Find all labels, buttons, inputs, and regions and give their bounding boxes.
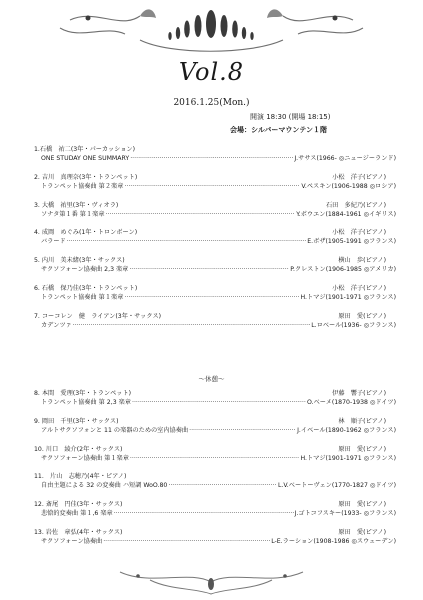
dot-leader [189, 427, 296, 435]
piece-title: ONE STUDAY ONE SUMMARY [41, 155, 130, 162]
intermission-label: 〜休憩〜 [198, 375, 225, 383]
volume-title: Vol.8 [178, 58, 245, 86]
composer: L.V.ベートーヴェン(1770-1827 ◎ドイツ) [277, 482, 396, 490]
composer: L.ロベール(1936- ◎フランス) [311, 321, 396, 329]
piece-title: サクソフォーン協奏曲 第１楽章 [41, 454, 129, 462]
accompanist: 石田 多紀乃(ピアノ) [325, 201, 386, 209]
bottom-ornament-icon [0, 566, 423, 600]
accompanist: 伊藤 響子(ピアノ) [332, 390, 386, 397]
performer: 4. 成岡 めぐみ(1年・トロンボーン) [34, 229, 138, 237]
accompanist: 小松 洋子(ピアノ) [332, 229, 386, 237]
piece-title: 悲愴的変奏曲 第１,6 楽章 [41, 510, 113, 518]
piece-title: トランペット協奏曲 第２楽章 [41, 182, 124, 190]
accompanist: 原田 愛(ピアノ) [338, 501, 386, 509]
dot-leader [67, 238, 307, 246]
dot-leader [168, 482, 277, 490]
performer: 10. 川口 綾介(2年・サックス) [34, 445, 123, 453]
performer: 12. 斎尾 円佳(3年・サックス) [34, 501, 123, 509]
program-item [34, 285, 396, 313]
composer: P.クレストン(1906-1985 ◎アメリカ) [290, 266, 396, 274]
accompanist: 横山 歩(ピアノ) [338, 257, 386, 265]
composer: H.トマジ(1901-1971 ◎フランス) [300, 454, 396, 462]
program-part-1 [34, 146, 396, 341]
performer: 5. 内川 美未緒(3年・サックス) [34, 257, 125, 265]
program-item [34, 146, 396, 174]
dot-leader [129, 266, 289, 274]
program-item [34, 202, 396, 230]
dot-leader [130, 155, 293, 163]
accompanist: 原田 愛(ピアノ) [338, 445, 386, 453]
performer: 6. 石橋 保乃佳(3年・トランペット) [34, 284, 138, 292]
accompanist: 原田 愛(ピアノ) [338, 312, 386, 320]
piece-title: サクソフォーン協奏曲 2,3 楽章 [41, 266, 129, 274]
composer: H.トマジ(1901-1971 ◎フランス) [300, 293, 396, 301]
program-item [34, 446, 396, 474]
composer: J.ゴトコフスキー(1933- ◎フランス) [294, 510, 396, 518]
performer: 9. 岡田 千里(3年・サックス) [34, 417, 119, 425]
concert-date: 2016.1.25(Mon.) [173, 98, 250, 108]
dot-leader [132, 399, 306, 407]
performer: 2. 吉川 真理奈(3年・トランペット) [34, 173, 138, 181]
dot-leader [73, 322, 310, 330]
composer: J.ササス(1966- ◎ニュージーランド) [294, 155, 396, 162]
composer: E.ボザ(1905-1991 ◎フランス) [307, 238, 396, 246]
performer: 7. コーコレン 健 ライアン(3年・サックス) [34, 312, 162, 320]
accompanist: 小松 洋子(ピアノ) [332, 173, 386, 181]
start-time: 開演 18:30 (開場 18:15) [250, 113, 331, 121]
program-item [34, 473, 396, 501]
venue: 会場：シルバーマウンテン１階 [230, 126, 327, 134]
piece-title: アルトサクソフォンと 11 の楽器のための室内協奏曲 [41, 426, 189, 434]
composer: L-E.ラーション(1908-1986 ◎スウェーデン) [271, 537, 396, 545]
dot-leader [124, 183, 300, 191]
program-item [34, 529, 396, 557]
program-item [34, 313, 396, 341]
performer: 8. 本間 愛理(3年・トランペット) [34, 390, 132, 397]
dot-leader [103, 538, 270, 546]
piece-title: トランペット協奏曲 第１楽章 [41, 293, 124, 301]
piece-title: サクソフォーン協奏曲 [41, 537, 103, 545]
accompanist: 小松 洋子(ピアノ) [332, 284, 386, 292]
composer: Y.ボウエン(1884-1961 ◎イギリス) [296, 210, 396, 218]
performer: 1.石橋 祐二(3年・パーカッション) [34, 146, 135, 153]
composer: J.イベール(1890-1962 ◎フランス) [297, 426, 396, 434]
composer: O.ベーメ(1870-1938 ◎ドイツ) [306, 399, 396, 406]
dot-leader [106, 211, 296, 219]
program-item [34, 229, 396, 257]
piece-title: バラード [41, 238, 66, 246]
piece-title: カデンツァ [41, 321, 72, 329]
program-item [34, 418, 396, 446]
program-item [34, 174, 396, 202]
performer: 11. 片山 志穂乃(4年・ピアノ) [34, 473, 127, 481]
dot-leader [124, 294, 299, 302]
top-ornament-icon [0, 0, 423, 62]
piece-title: トランペット協奏曲 第 2,3 楽章 [41, 399, 131, 406]
piece-title: ソナタ第１番 第１楽章 [41, 210, 105, 218]
dot-leader [114, 510, 294, 518]
program-item [34, 257, 396, 285]
piece-title: 自由主題による 32 の変奏曲 ハ短調 WoO.80 [41, 482, 168, 490]
program-item [34, 390, 396, 418]
dot-leader [130, 455, 300, 463]
performer: 13. 岩佐 章弘(4年・サックス) [34, 528, 123, 536]
performer: 3. 大橋 祐里(3年・ヴィオラ) [34, 201, 119, 209]
composer: V.ペスキン(1906-1988 ◎ロシア) [301, 182, 396, 190]
program-item [34, 501, 396, 529]
accompanist: 林 順子(ピアノ) [338, 417, 386, 425]
accompanist: 原田 愛(ピアノ) [338, 528, 386, 536]
program-part-2 [34, 390, 396, 557]
